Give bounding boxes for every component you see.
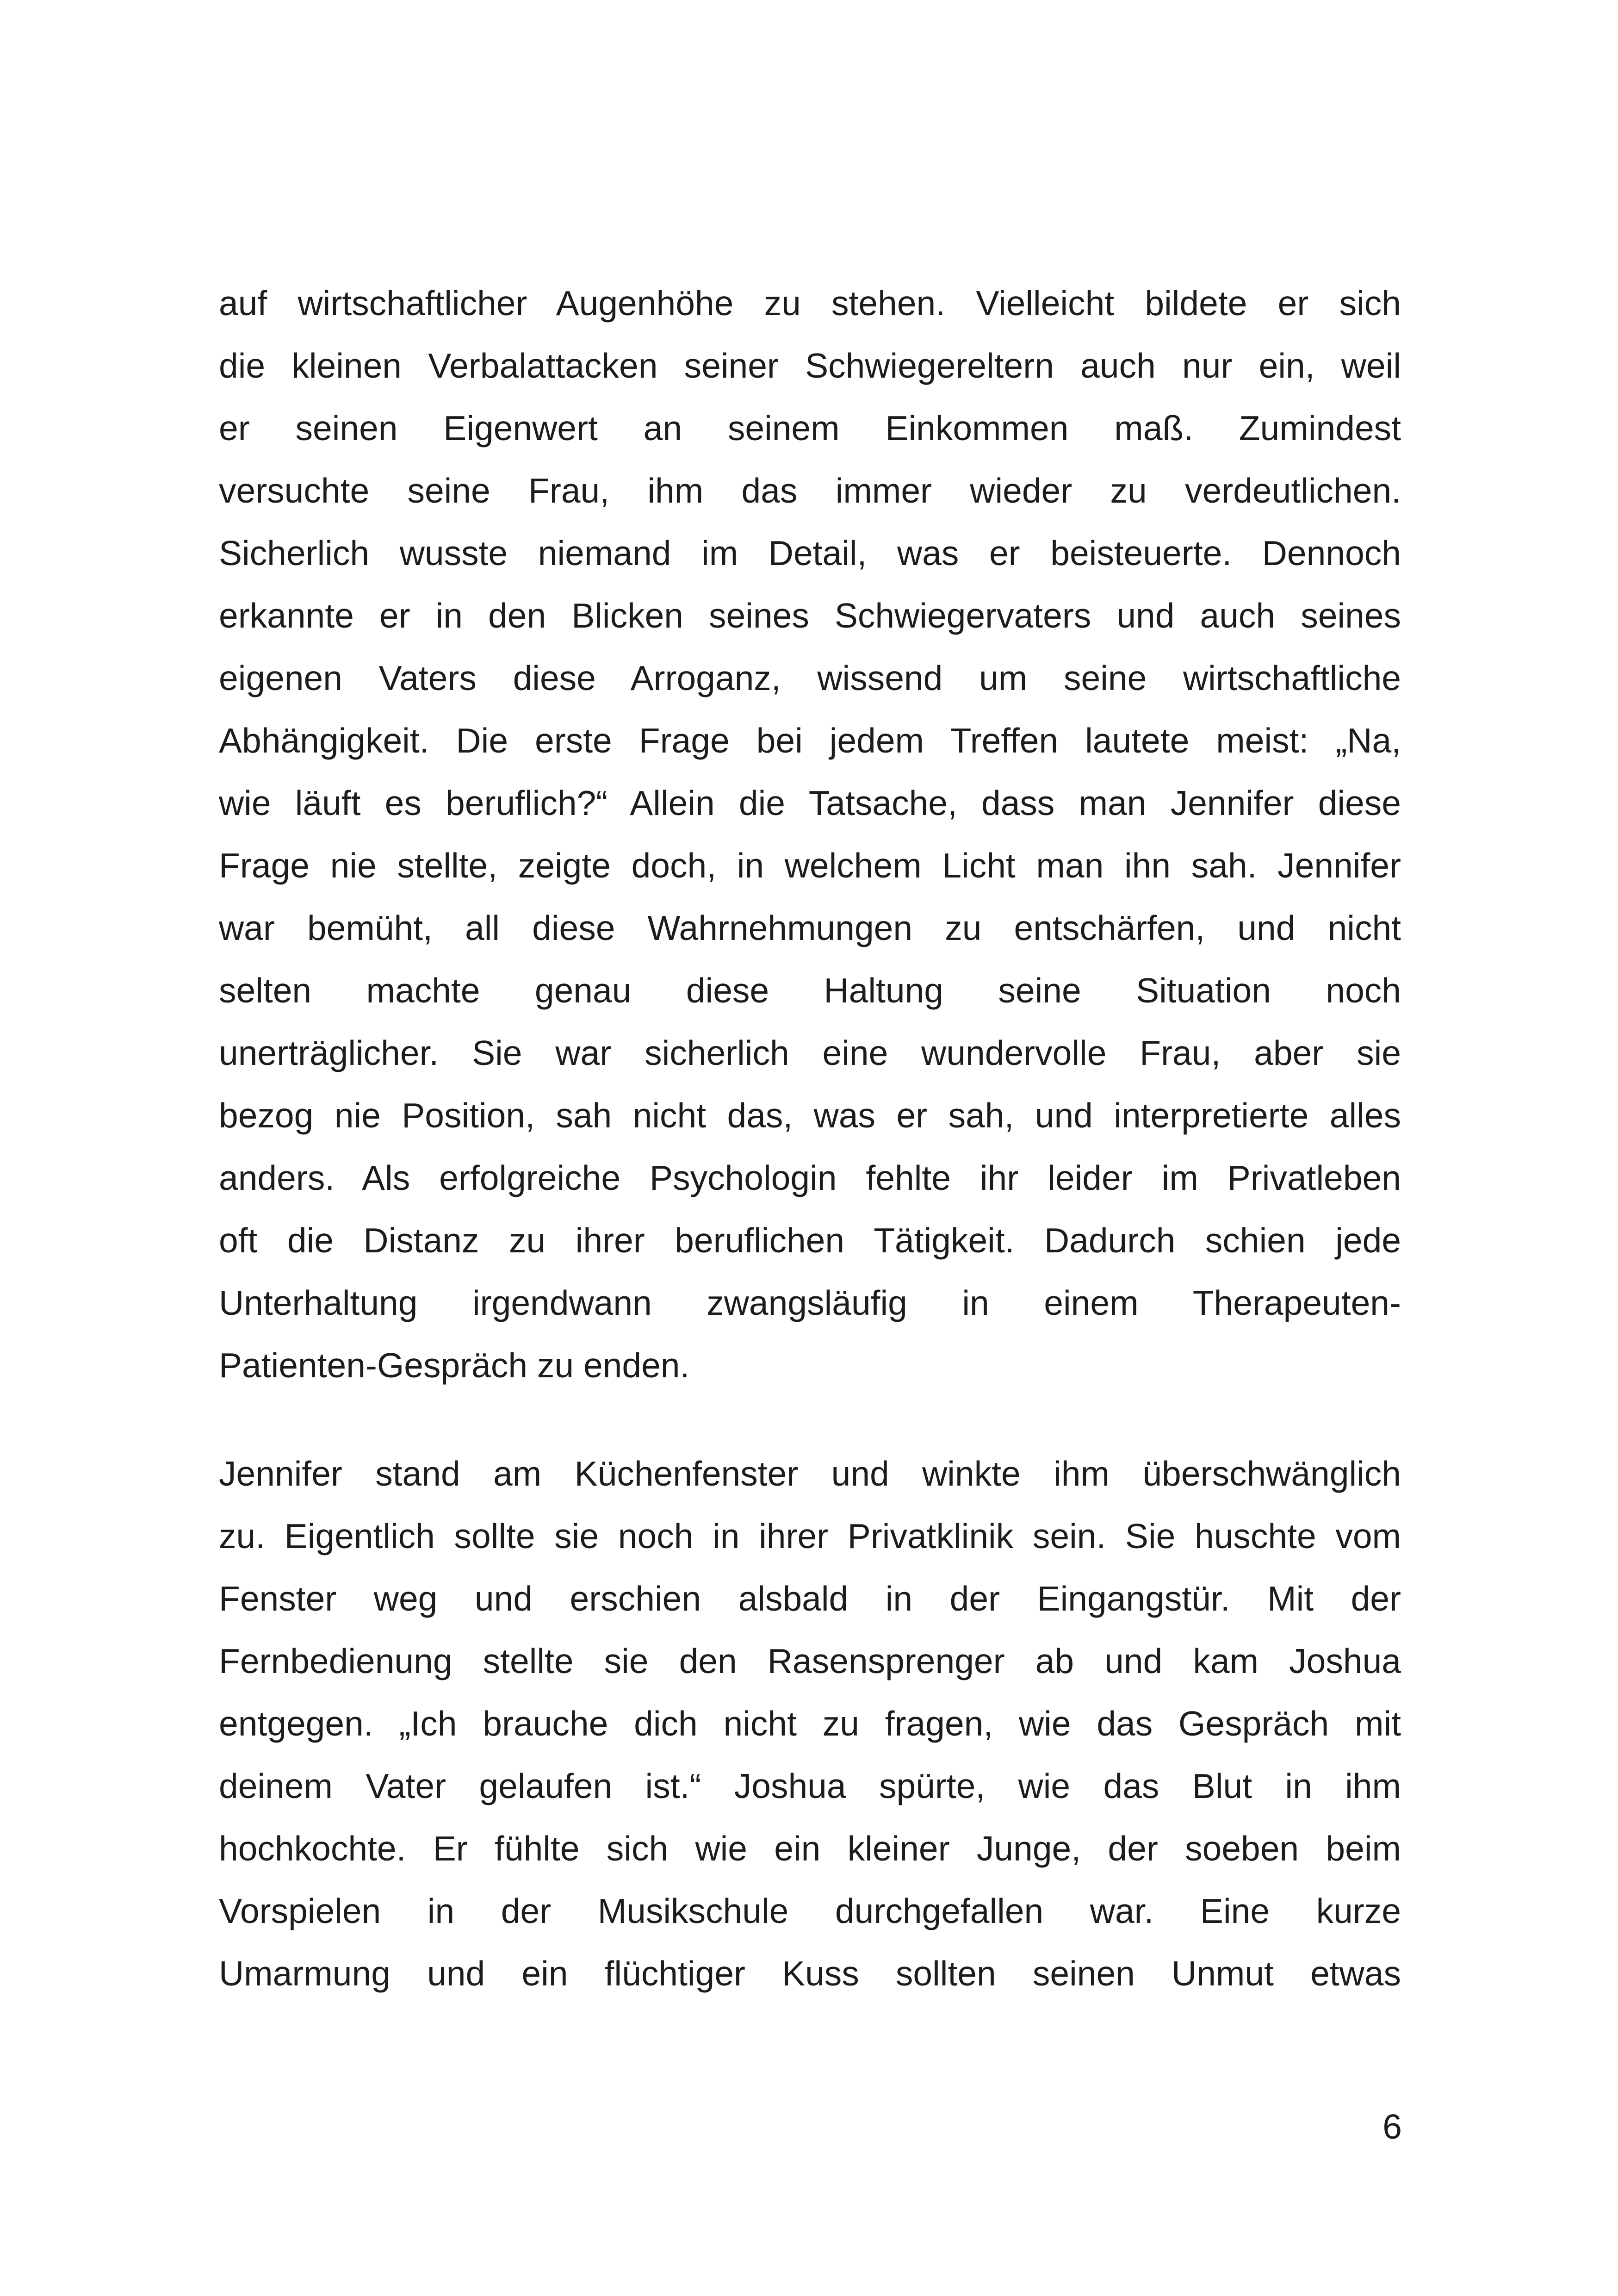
text-line: erkannte er in den Blicken seines Schwiegervaters und auch seines (219, 596, 1401, 635)
text-line: hochkochte. Er fühlte sich wie ein kleiner Junge, der soeben beim (219, 1829, 1401, 1868)
text-line: Umarmung und ein flüchtiger Kuss sollten seinen Unmut etwas (219, 1954, 1401, 1993)
text-line: er seinen Eigenwert an seinem Einkommen maß. Zumindest (219, 409, 1401, 448)
text-line: versuchte seine Frau, ihm das immer wieder zu verdeutlichen. (219, 471, 1401, 510)
text-line: war bemüht, all diese Wahrnehmungen zu entschärfen, und nicht (219, 908, 1401, 947)
text-line: bezog nie Position, sah nicht das, was er sah, und interpretierte alles (219, 1096, 1401, 1135)
text-line: Vorspielen in der Musikschule durchgefallen war. Eine kurze (219, 1892, 1401, 1930)
text-line: Sicherlich wusste niemand im Detail, was er beisteuerte. Dennoch (219, 534, 1401, 572)
text-line: entgegen. „Ich brauche dich nicht zu fragen, wie das Gespräch mit (219, 1704, 1401, 1743)
text-line: Jennifer stand am Küchenfenster und winkte ihm überschwänglich (219, 1454, 1401, 1493)
text-line: selten machte genau diese Haltung seine Situation noch (219, 971, 1401, 1010)
text-line: zu. Eigentlich sollte sie noch in ihrer Privatklinik sein. Sie huschte vom (219, 1517, 1401, 1556)
text-line: eigenen Vaters diese Arroganz, wissend um seine wirtschaftliche (219, 659, 1401, 697)
text-line: Unterhaltung irgendwann zwangsläufig in einem Therapeuten- (219, 1283, 1401, 1322)
text-line: Patienten-Gespräch zu enden. (219, 1346, 690, 1385)
text-line: Abhängigkeit. Die erste Frage bei jedem Treffen lautete meist: „Na, (219, 721, 1401, 760)
text-line: oft die Distanz zu ihrer beruflichen Tätigkeit. Dadurch schien jede (219, 1221, 1401, 1260)
paragraph (219, 1443, 1401, 2005)
text-line: Frage nie stellte, zeigte doch, in welchem Licht man ihn sah. Jennifer (219, 846, 1401, 885)
text-line: unerträglicher. Sie war sicherlich eine wundervolle Frau, aber sie (219, 1033, 1401, 1072)
paragraph (219, 272, 1401, 1397)
text-line: Fenster weg und erschien alsbald in der Eingangstür. Mit der (219, 1579, 1401, 1618)
text-line: die kleinen Verbalattacken seiner Schwiegereltern auch nur ein, weil (219, 346, 1401, 385)
text-line: auf wirtschaftlicher Augenhöhe zu stehen. Vielleicht bildete er sich (219, 284, 1401, 323)
text-line: wie läuft es beruflich?“ Allein die Tatsache, dass man Jennifer diese (219, 784, 1401, 822)
text-line: anders. Als erfolgreiche Psychologin fehlte ihr leider im Privatleben (219, 1158, 1401, 1197)
page-number: 6 (1382, 2107, 1402, 2146)
text-line: Fernbedienung stellte sie den Rasensprenger ab und kam Joshua (219, 1642, 1401, 1680)
text-line: deinem Vater gelaufen ist.“ Joshua spürte, wie das Blut in ihm (219, 1767, 1401, 1805)
